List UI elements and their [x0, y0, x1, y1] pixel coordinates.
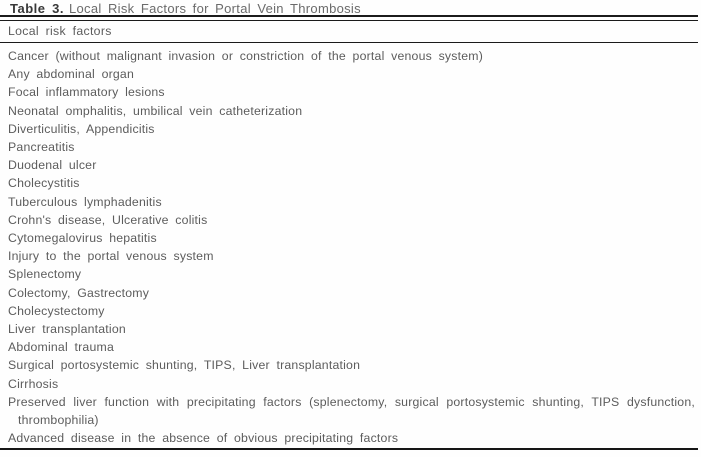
table-row: Injury to the portal venous system: [8, 249, 214, 264]
column-header-local-risk-factors: Local risk factors: [8, 24, 112, 38]
table-row: Colectomy, Gastrectomy: [8, 285, 150, 300]
table-row: Surgical portosystemic shunting, TIPS, Liver transplantation: [8, 358, 361, 373]
table-row: Diverticulitis, Appendicitis: [8, 121, 155, 136]
table-row: Splenectomy: [8, 267, 82, 282]
table-row: Pancreatitis: [8, 140, 75, 155]
bottom-rule: [0, 448, 698, 450]
table-row: Cytomegalovirus hepatitis: [8, 231, 157, 246]
table-row: Cirrhosis: [8, 376, 59, 391]
table-row: Crohn's disease, Ulcerative colitis: [8, 212, 208, 227]
risk-factor-list: [0, 43, 701, 447]
table-row: Abdominal trauma: [8, 340, 114, 355]
table-number-label: Table 3.: [10, 1, 64, 16]
table-row: Liver transplantation: [8, 322, 126, 337]
table-row: Tuberculous lymphadenitis: [8, 194, 162, 209]
table-row: Advanced disease in the absence of obvious precipitating factors: [8, 431, 399, 446]
table-row: Cholecystectomy: [8, 303, 105, 318]
table-caption-text: Local Risk Factors for Portal Vein Thrombosis: [68, 1, 361, 16]
table-row: Preserved liver function with precipitating factors (splenectomy, surgical portosystemic shunting, TIPS dysfunction, thrombophilia): [8, 394, 695, 428]
table-row: Focal inflammatory lesions: [8, 85, 165, 100]
table-row: Cholecystitis: [8, 176, 80, 191]
table-row: Neonatal omphalitis, umbilical vein catheterization: [8, 103, 303, 118]
table-caption: [0, 0, 701, 15]
table-row: Duodenal ulcer: [8, 158, 97, 173]
table-row: Cancer (without malignant invasion or constriction of the portal venous system): [8, 49, 484, 63]
table-row: Any abdominal organ: [8, 67, 135, 82]
